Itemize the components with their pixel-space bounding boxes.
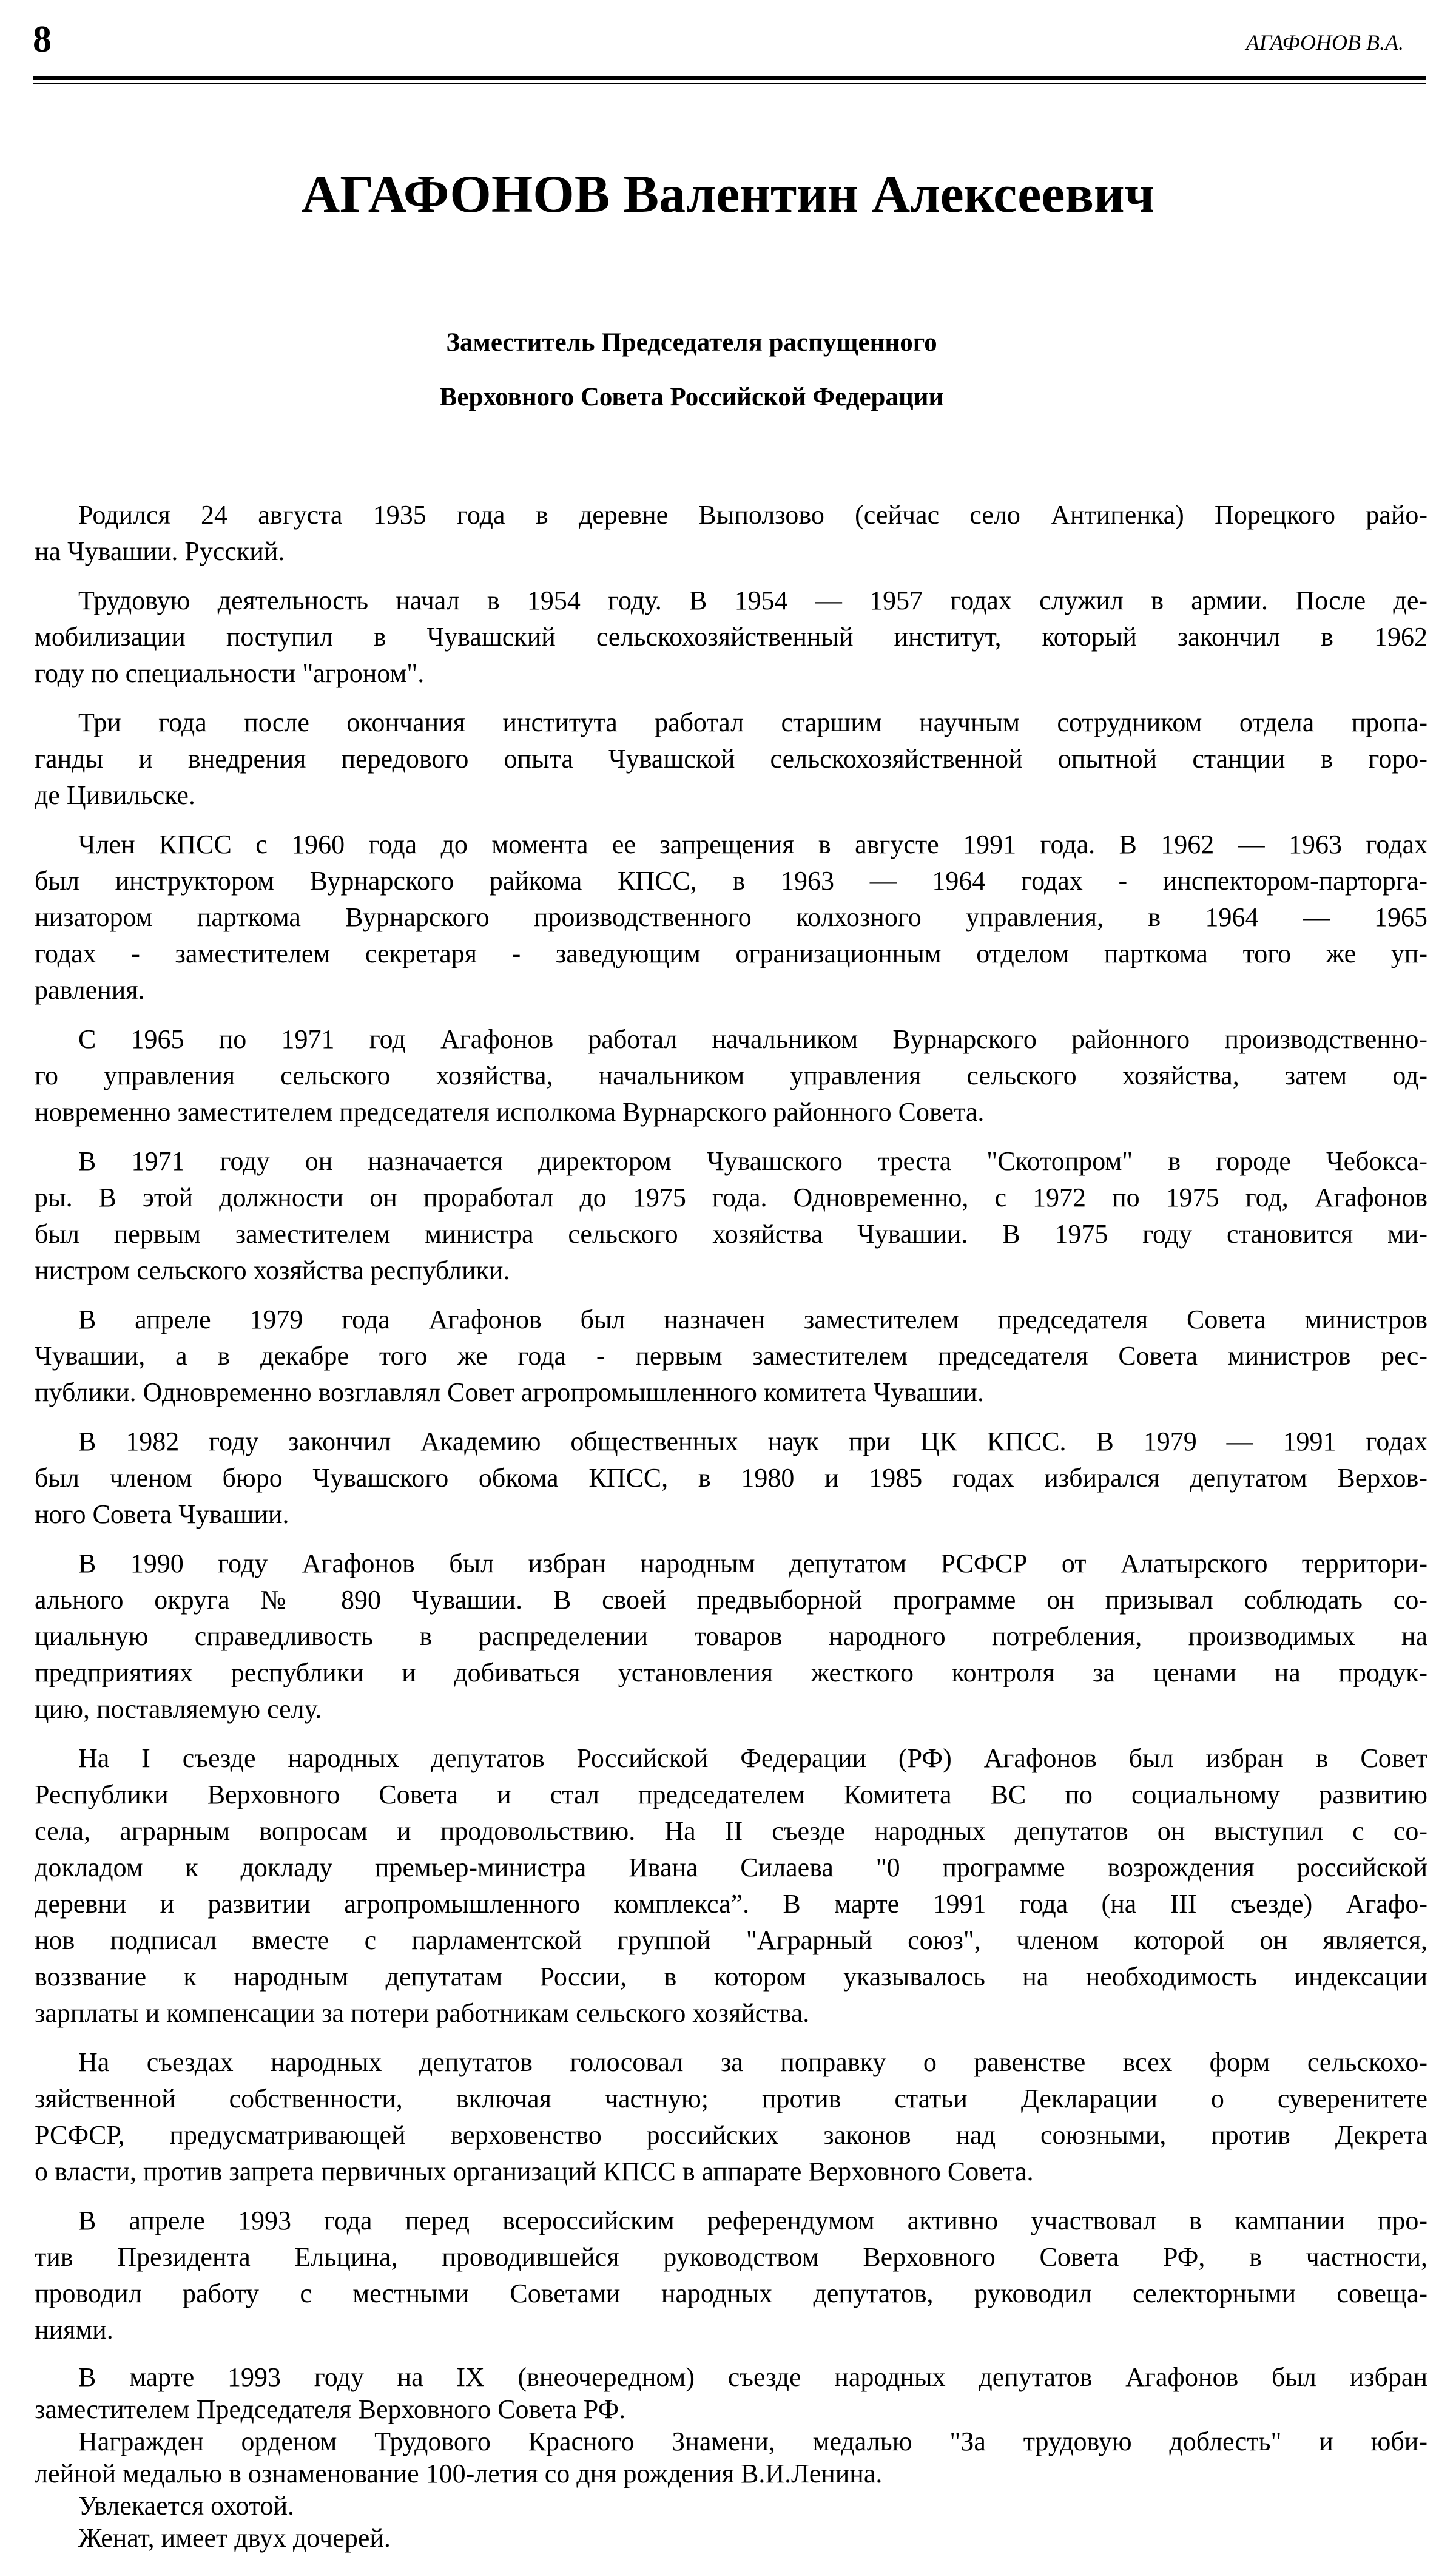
subtitle-line: Заместитель Председателя распущенного (446, 328, 937, 357)
paragraph (35, 704, 1427, 814)
text-line: Член КПСС с 1960 года до момента ее запрещения в августе 1991 года. В 1962 — 1963 годах (78, 829, 1427, 859)
paragraph (35, 1302, 1427, 1411)
text-line: нов подписал вместе с парламентской группой "Аграрный союз", членом которой он является, (35, 1925, 1427, 1955)
text-line: году по специальности "агроном". (35, 658, 425, 688)
paragraph (35, 1546, 1427, 1728)
running-title: АГАФОНОВ В.А. (1245, 30, 1404, 55)
paragraph (35, 583, 1427, 692)
text-line: В апреле 1993 года перед всероссийским референдумом активно участвовал в кампании про- (78, 2206, 1427, 2235)
text-line: заместителем Председателя Верховного Совета РФ. (35, 2394, 626, 2424)
text-line: В 1971 году он назначается директором Чувашского треста "Скотопром" в городе Чебокса- (78, 1146, 1427, 1176)
text-line: го управления сельского хозяйства, начальником управления сельского хозяйства, затем од- (35, 1061, 1427, 1090)
header-rule-thick (33, 76, 1426, 80)
text-line: циальную справедливость в распределении товаров народного потребления, производимых на (35, 1621, 1427, 1651)
text-line: цию, поставляемую селу. (35, 1694, 322, 1724)
text-line: Республики Верховного Совета и стал председателем Комитета ВС по социальному развитию (35, 1780, 1427, 1809)
text-line: публики. Одновременно возглавлял Совет агропромышленного комитета Чувашии. (35, 1377, 984, 1407)
text-line: ганды и внедрения передового опыта Чувашской сельскохозяйственной опытной станции в горо- (35, 744, 1427, 774)
paragraph (35, 1021, 1427, 1130)
text-line: на Чувашии. Русский. (35, 536, 285, 566)
text-line: В 1990 году Агафонов был избран народным депутатом РСФСР от Алатырского территори- (78, 1549, 1427, 1578)
paragraph (35, 2203, 1427, 2348)
text-line: Три года после окончания института работал старшим научным сотрудником отдела пропа- (78, 708, 1427, 737)
text-line: мобилизации поступил в Чувашский сельскохозяйственный институт, который закончил в 1962 (35, 622, 1427, 652)
text-line: ниями. (35, 2315, 113, 2345)
text-line: На I съезде народных депутатов Российской Федерации (РФ) Агафонов был избран в Совет (78, 1743, 1427, 1773)
text-line: нистром сельского хозяйства республики. (35, 1255, 510, 1285)
text-line: докладом к докладу премьер-министра Ивана Силаева "0 программе возрождения российской (35, 1853, 1427, 1882)
text-line: новременно заместителем председателя исполкома Вурнарского районного Совета. (35, 1097, 985, 1127)
paragraph (35, 497, 1427, 570)
text-line: низатором парткома Вурнарского производственного колхозного управления, в 1964 — 1965 (35, 902, 1427, 932)
text-line: был инструктором Вурнарского райкома КПСС, в 1963 — 1964 годах - инспектором-парторга- (35, 866, 1427, 896)
text-line: зяйственной собственности, включая частную; против статьи Декларации о суверенитете (35, 2084, 1427, 2113)
paragraph (35, 2490, 1427, 2522)
text-line: ры. В этой должности он проработал до 1975 года. Одновременно, с 1972 по 1975 год, Агафонов (35, 1183, 1427, 1212)
header-rule-thin (33, 83, 1426, 84)
text-line: проводил работу с местными Советами народных депутатов, руководил селекторными совеща- (35, 2279, 1427, 2308)
text-line: села, аграрным вопросам и продовольствию. На II съезде народных депутатов он выступил с со- (35, 1816, 1427, 1846)
paragraph (35, 1424, 1427, 1533)
text-line: РСФСР, предусматривающей верховенство российских законов над союзными, против Декрета (35, 2120, 1427, 2150)
text-line: деревни и развитии агропромышленного комплекса”. В марте 1991 года (на III съезде) Агафо- (35, 1889, 1427, 1919)
text-line: ального округа № 890 Чувашии. В своей предвыборной программе он призывал соблюдать со- (35, 1585, 1427, 1615)
text-line: На съездах народных депутатов голосовал за поправку о равенстве всех форм сельскохо- (78, 2047, 1427, 2077)
text-line: В апреле 1979 года Агафонов был назначен заместителем председателя Совета министров (78, 1305, 1427, 1334)
text-line: Женат, имеет двух дочерей. (78, 2523, 391, 2553)
subtitle-line: Верховного Совета Российской Федерации (439, 383, 944, 411)
text-line: о власти, против запрета первичных организаций КПСС в аппарате Верховного Совета. (35, 2157, 1034, 2186)
text-line: тив Президента Ельцина, проводившейся руководством Верховного Совета РФ, в частности, (35, 2242, 1427, 2272)
text-line: Награжден орденом Трудового Красного Знамени, медалью "За трудовую доблесть" и юби- (78, 2427, 1427, 2456)
text-line: воззвание к народным депутатам России, в котором указывалось на необходимость индексации (35, 1962, 1427, 1992)
text-line: был первым заместителем министра сельского хозяйства Чувашии. В 1975 году становится ми- (35, 1219, 1427, 1249)
text-line: С 1965 по 1971 год Агафонов работал начальником Вурнарского районного производственно- (78, 1024, 1427, 1054)
page-title: АГАФОНОВ Валентин Алексеевич (301, 165, 1155, 224)
text-line: был членом бюро Чувашского обкома КПСС, в 1980 и 1985 годах избирался депутатом Верхов- (35, 1463, 1427, 1493)
text-line: Чувашии, а в декабре того же года - первым заместителем председателя Совета министров рес- (35, 1341, 1427, 1371)
paragraph (35, 826, 1427, 1008)
paragraph (35, 2044, 1427, 2190)
paragraph (35, 1740, 1427, 2032)
text-line: ного Совета Чувашии. (35, 1499, 289, 1529)
subtitle (0, 316, 1383, 425)
paragraph (35, 2361, 1427, 2425)
text-line: Увлекается охотой. (78, 2491, 295, 2521)
text-line: годах - заместителем секретаря - заведующим огранизационным отделом парткома того же уп- (35, 939, 1427, 968)
text-line: В 1982 году закончил Академию общественных наук при ЦК КПСС. В 1979 — 1991 годах (78, 1427, 1427, 1456)
paragraph (35, 2522, 1427, 2554)
text-line: Трудовую деятельность начал в 1954 году. В 1954 — 1957 годах служил в армии. После де- (78, 586, 1427, 615)
page-number: 8 (33, 19, 52, 60)
text-line: зарплаты и компенсации за потери работникам сельского хозяйства. (35, 1998, 810, 2028)
text-line: Родился 24 августа 1935 года в деревне Выползово (сейчас село Антипенка) Порецкого райо- (78, 500, 1427, 530)
text-line: де Цивильске. (35, 780, 195, 810)
text-line: равления. (35, 975, 145, 1005)
biography-text (35, 497, 1427, 2554)
text-line: предприятиях республики и добиваться установления жесткого контроля за ценами на продук- (35, 1658, 1427, 1687)
paragraph (35, 2425, 1427, 2490)
paragraph (35, 1143, 1427, 1289)
text-line: В марте 1993 году на IX (внеочередном) съезде народных депутатов Агафонов был избран (78, 2362, 1427, 2392)
text-line: лейной медалью в ознаменование 100-летия со дня рождения В.И.Ленина. (35, 2459, 883, 2488)
